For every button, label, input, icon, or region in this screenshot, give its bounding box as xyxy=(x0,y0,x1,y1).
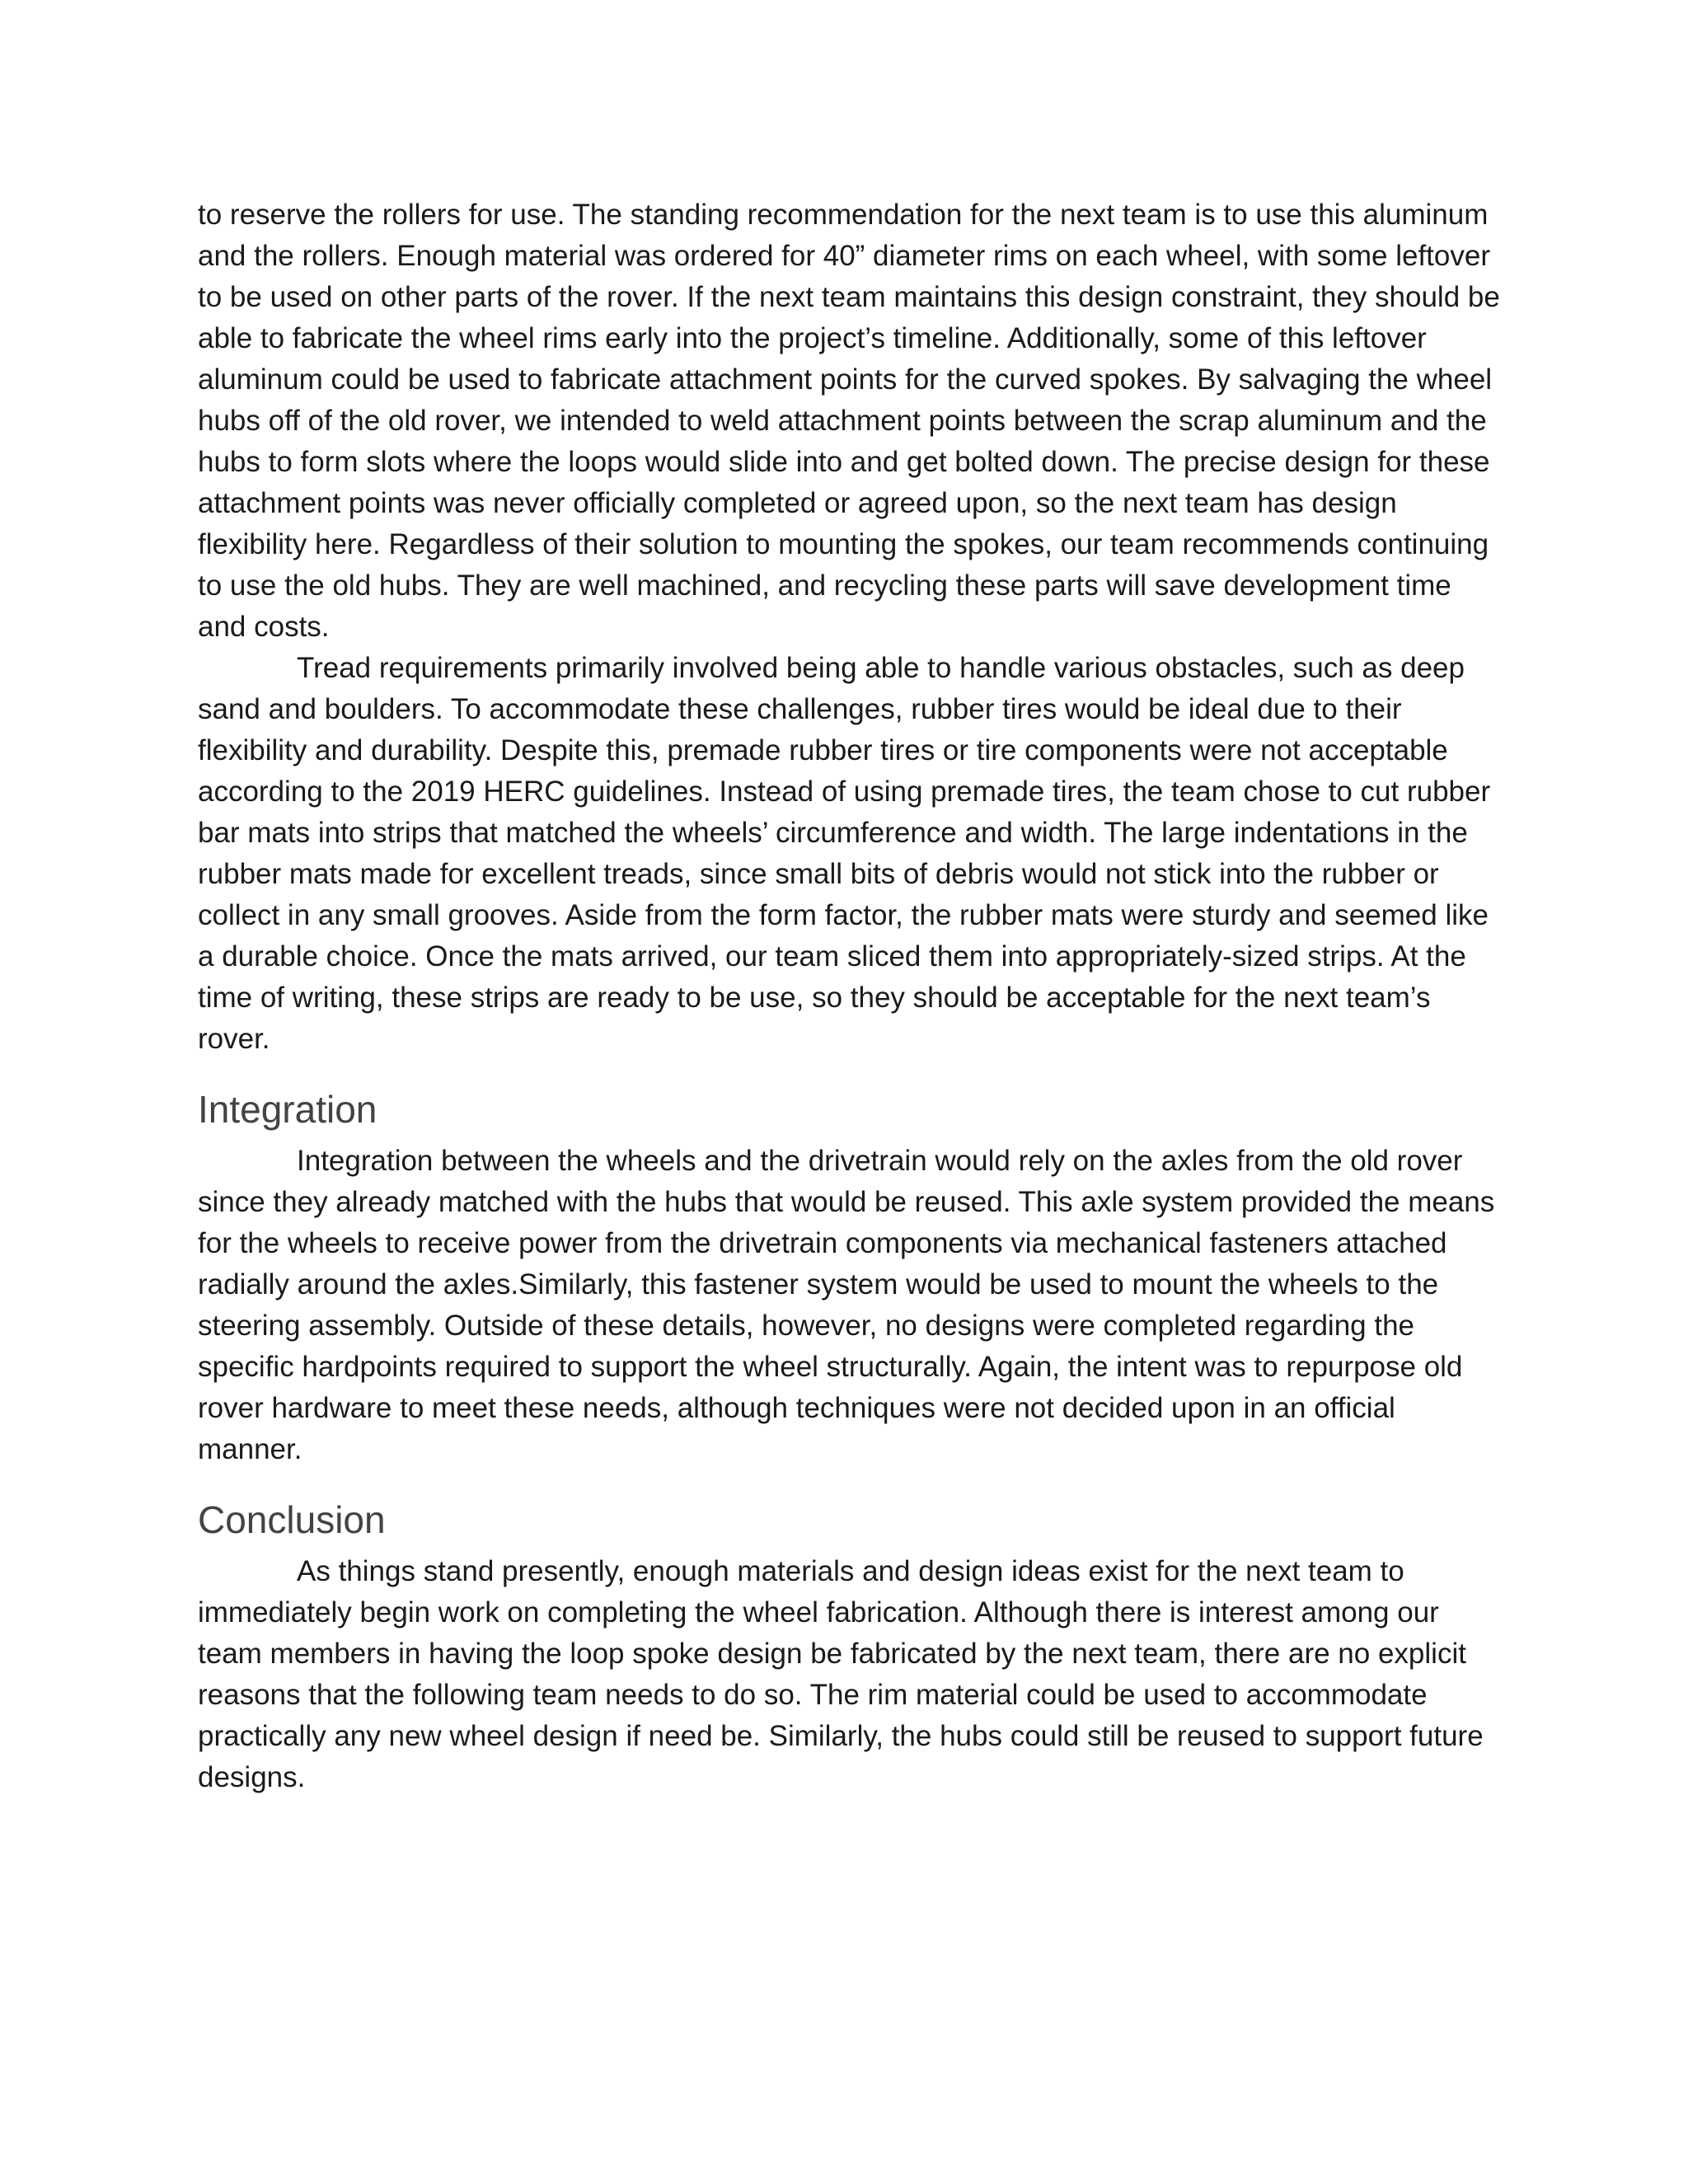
heading-conclusion: Conclusion xyxy=(198,1498,386,1541)
paragraph-conclusion: As things stand presently, enough materials and design ideas exist for the next team to immediately begin work on completing the wheel fabrication. Although there is interest among our team members in having the loop spoke design be fabricated by the next team, there are no explicit reasons that the following team needs to do so. The rim material could be used to accommodate practically any new wheel design if need be. Similarly, the hubs could still be reused to support future designs. xyxy=(198,1555,1484,1793)
document-body xyxy=(198,194,1500,1798)
paragraph-integration: Integration between the wheels and the drivetrain would rely on the axles from the old rover since they already matched with the hubs that would be reused. This axle system provided the means for the wheels to receive power from the drivetrain components via mechanical fasteners attached radially around the axles.Similarly, this fastener system would be used to mount the wheels to the steering assembly. Outside of these details, however, no designs were completed regarding the specific hardpoints required to support the wheel structurally. Again, the intent was to repurpose old rover hardware to meet these needs, although techniques were not decided upon in an official manner. xyxy=(198,1145,1495,1465)
paragraph-tread: Tread requirements primarily involved being able to handle various obstacles, such as deep sand and boulders. To accommodate these challenges, rubber tires would be ideal due to their flexibility and durability. Despite this, premade rubber tires or tire components were not acceptable according to the 2019 HERC guidelines. Instead of using premade tires, the team chose to cut rubber bar mats into strips that matched the wheels’ circumference and width. The large indentations in the rubber mats made for excellent treads, since small bits of debris would not stick into the rubber or collect in any small grooves. Aside from the form factor, the rubber mats were sturdy and seemed like a durable choice. Once the mats arrived, our team sliced them into appropriately-sized strips. At the time of writing, these strips are ready to be use, so they should be acceptable for the next team’s rover. xyxy=(198,652,1491,1055)
heading-integration: Integration xyxy=(198,1088,377,1131)
paragraph-rim-materials: to reserve the rollers for use. The standing recommendation for the next team is to use this aluminum and the rollers. Enough material was ordered for 40” diameter rims on each wheel, with some leftover to be used on other parts of the rover. If the next team maintains this design constraint, they should be able to fabricate the wheel rims early into the project’s timeline. Additionally, some of this leftover aluminum could be used to fabricate attachment points for the curved spokes. By salvaging the wheel hubs off of the old rover, we intended to weld attachment points between the scrap aluminum and the hubs to form slots where the loops would slide into and get bolted down. The precise design for these attachment points was never officially completed or agreed upon, so the next team has design flexibility here. Regardless of their solution to mounting the spokes, our team recommends continuing to use the old hubs. They are well machined, and recycling these parts will save development time and costs. xyxy=(198,199,1500,643)
